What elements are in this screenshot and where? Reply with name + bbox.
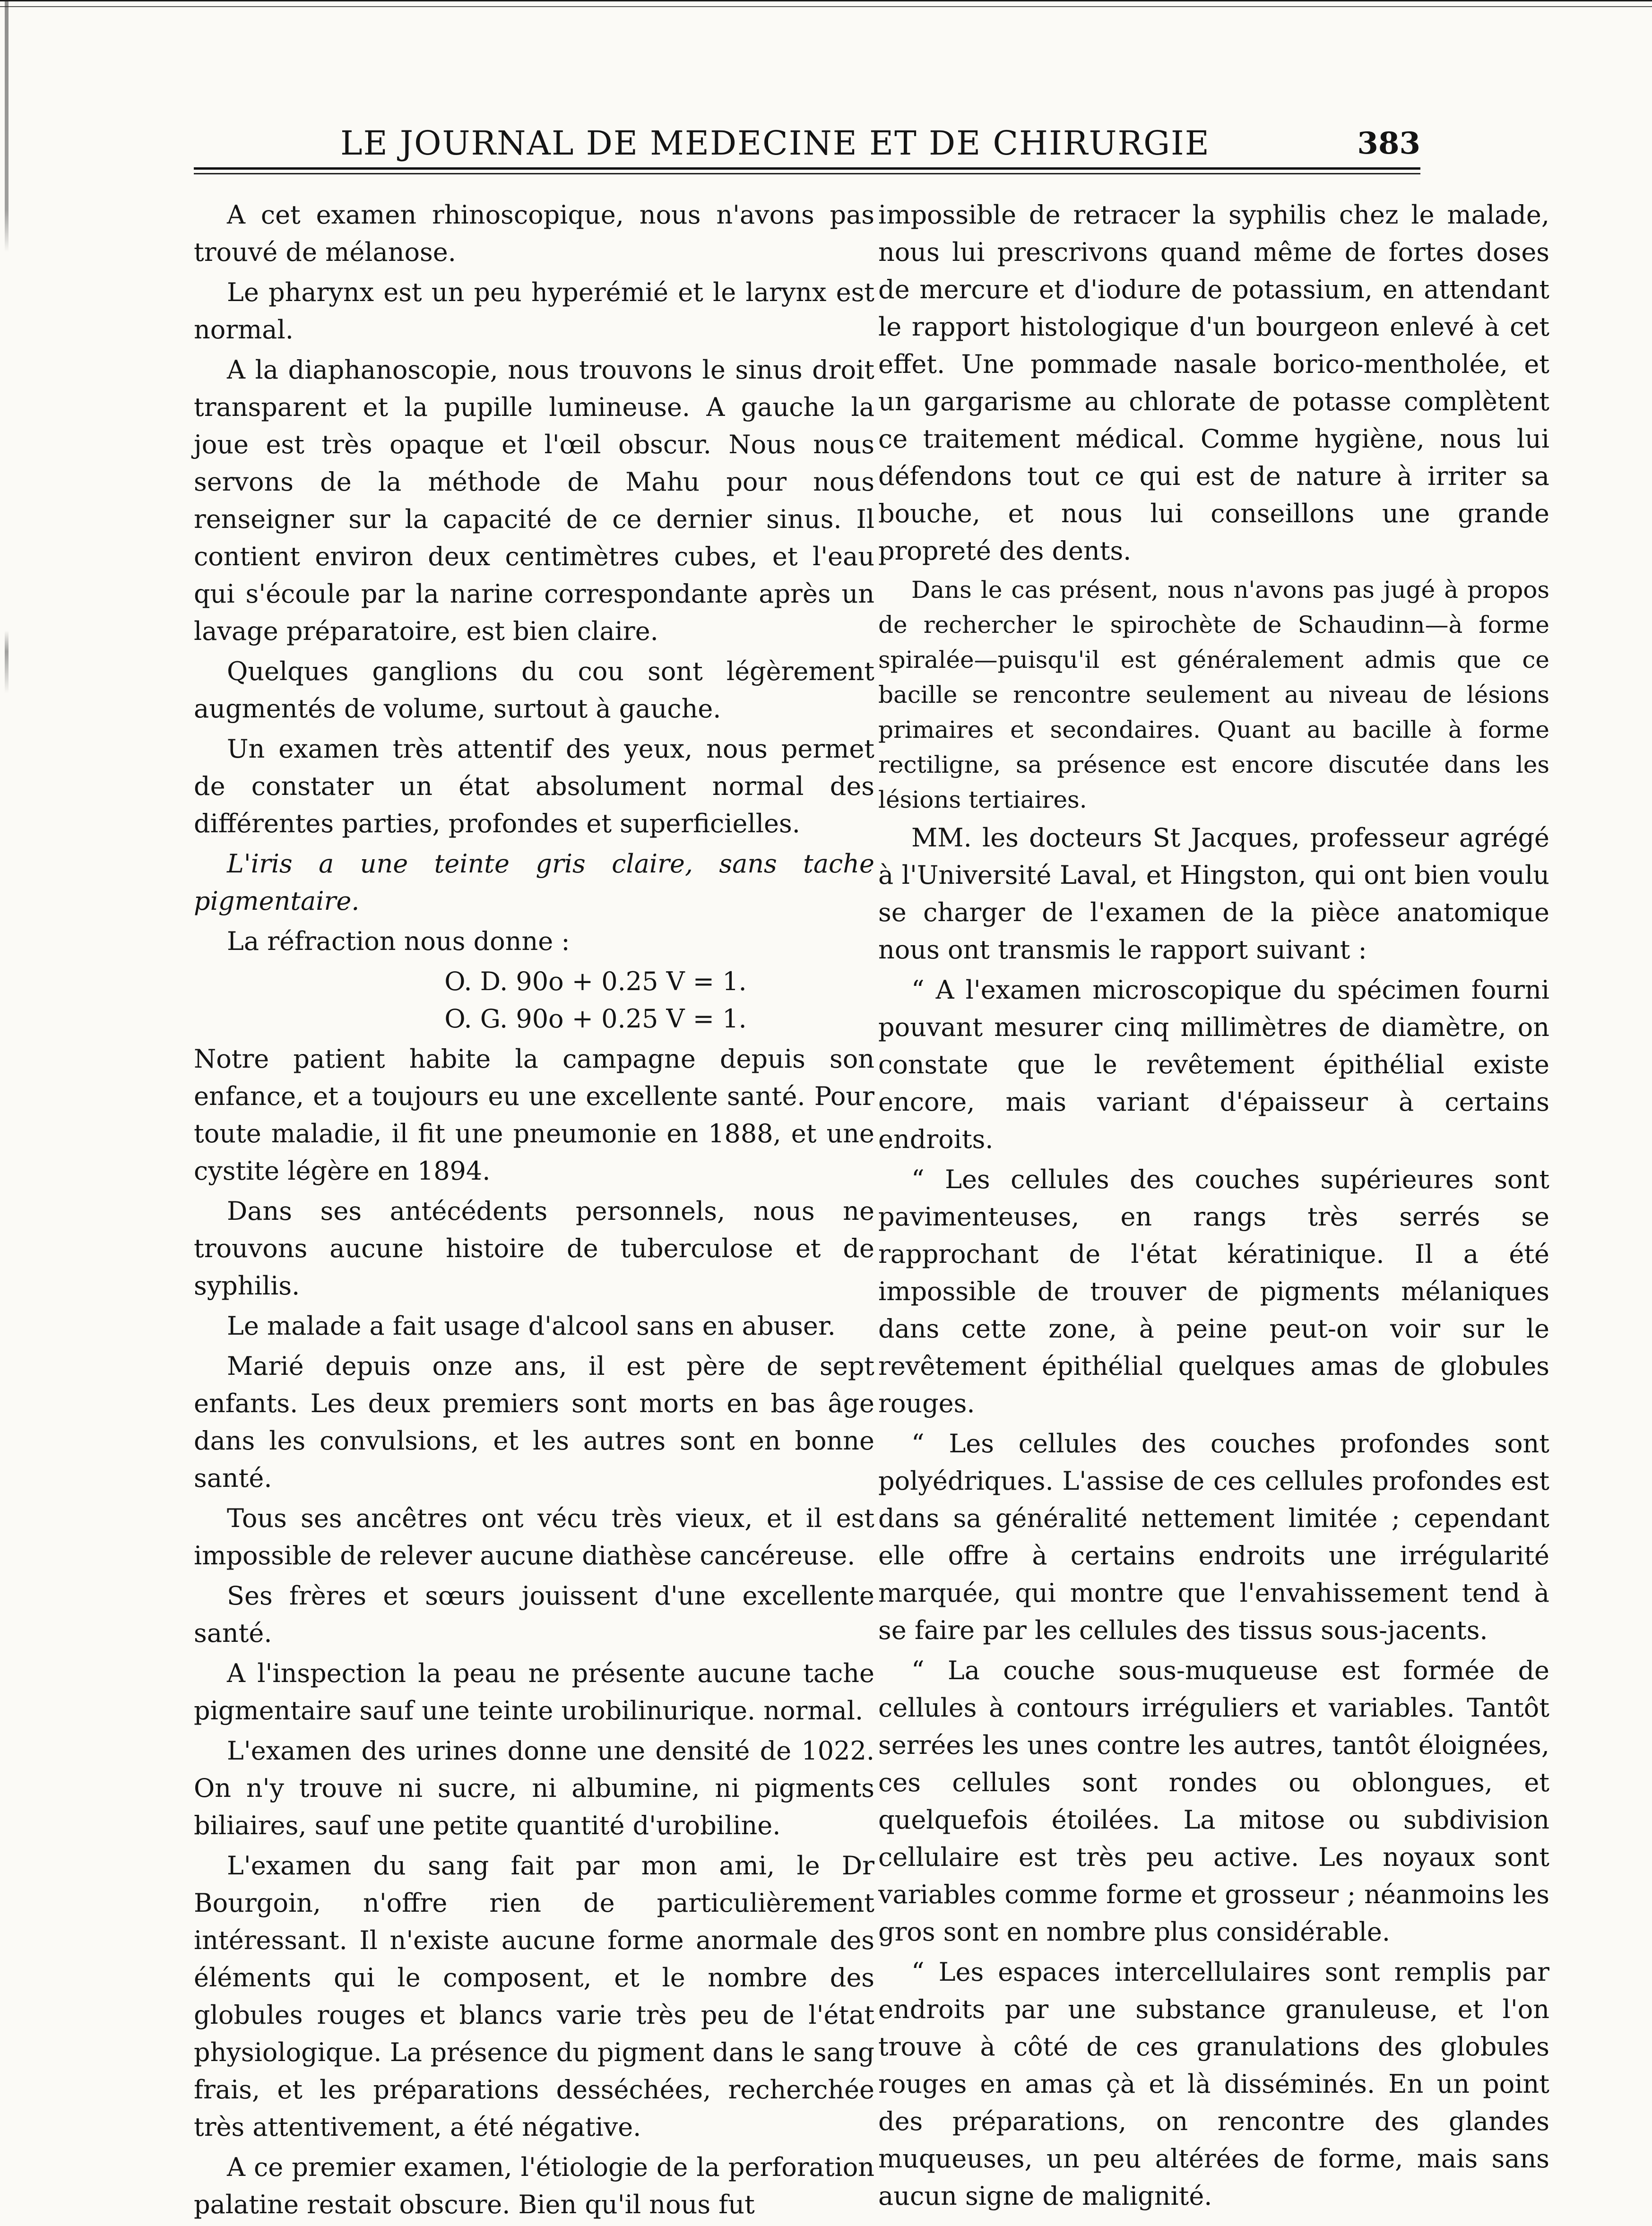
report-paragraph: “ Les cellules des couches profondes sont polyédriques. L'assise de ces cellules profondes est dans sa généralité nettement limitée ; cependant elle offre à certains endroits une irrégularité marquée, qui montre que l'envahissement tend à se faire par les cellules des tissus sous-jacents. (878, 1429, 1549, 1645)
report-paragraph: “ Les cellules des couches supérieures sont pavimenteuses, en rangs très serrés se rapprochant de l'état kératinique. Il a été impossible de trouver de pigments mélaniques dans cette zone, à peine peut-on voir sur le revêtement épithélial quelques amas de globules rouges. (878, 1165, 1549, 1418)
paragraph: La réfraction nous donne : (227, 926, 570, 956)
formula-right-eye: O. D. 90o + 0.25 V = 1. (444, 966, 747, 996)
journal-title: LE JOURNAL DE MEDECINE ET DE CHIRURGIE (340, 124, 1210, 163)
paragraph: L'examen des urines donne une densité de 1022. On n'y trouve ni sucre, ni albumine, ni pigments biliaires, sauf une petite quantité d'urobiline. (194, 1736, 874, 1840)
small-type-block (878, 572, 1549, 817)
paragraph: A cet examen rhinoscopique, nous n'avons pas trouvé de mélanose. (194, 200, 874, 267)
paragraph: L'examen du sang fait par mon ami, le Dr Bourgoin, n'offre rien de particulièrement intéressant. Il n'existe aucune forme anormale des éléments qui le composent, et le nombre des globules rouges et blancs varie très peu de l'état physiologique. La présence du pigment dans le sang frais, et les préparations desséchées, recherchée très attentivement, a été négative. (194, 1851, 874, 2142)
paragraph: Notre patient habite la campagne depuis son enfance, et a toujours eu une excellente santé. Pour toute maladie, il fit une pneumonie en 1888, et une cystite légère en 1894. (194, 1044, 874, 1186)
page-number: 383 (1357, 126, 1420, 161)
paragraph: impossible de retracer la syphilis chez le malade, nous lui prescrivons quand même de fortes doses de mercure et d'iodure de potassium, en attendant le rapport histologique d'un bourgeon enlevé à cet effet. Une pommade nasale borico-mentholée, et un gargarisme au chlorate de potasse complètent ce traitement médical. Comme hygiène, nous lui défendons tout ce qui est de nature à irriter sa bouche, et nous lui conseillons une grande propreté des dents. (878, 200, 1549, 566)
paragraph-italic: L'iris a une teinte gris claire, sans tache pigmentaire. (194, 849, 874, 916)
right-column (878, 196, 1549, 2217)
refraction-formulas (194, 963, 874, 1037)
paragraph: A l'inspection la peau ne présente aucune tache pigmentaire sauf une teinte urobilinurique. normal. (194, 1658, 874, 1726)
paragraph: MM. les docteurs St Jacques, professeur agrégé à l'Université Laval, et Hingston, qui ont bien voulu se charger de l'examen de la pièce anatomique nous ont transmis le rapport suivant : (878, 823, 1549, 965)
paragraph: Un examen très attentif des yeux, nous permet de constater un état absolument normal des différentes parties, profondes et superficielles. (194, 734, 874, 838)
paragraph: Le malade a fait usage d'alcool sans en abuser. (227, 1311, 836, 1341)
header-rule (194, 167, 1420, 170)
paragraph: A la diaphanoscopie, nous trouvons le sinus droit transparent et la pupille lumineuse. A gauche la joue est très opaque et l'œil obscur. Nous nous servons de la méthode de Mahu pour nous renseigner sur la capacité de ce dernier sinus. Il contient environ deux centimètres cubes, et l'eau qui s'écoule par la narine correspondante après un lavage préparatoire, est bien claire. (194, 355, 874, 646)
formula-left-eye: O. G. 90o + 0.25 V = 1. (444, 1004, 747, 1034)
report-paragraph: “ Les espaces intercellulaires sont remplis par endroits par une substance granuleuse, et l'on trouve à côté de ces granulations des globules rouges en amas çà et là disséminés. En un point des préparations, on rencontre des glandes muqueuses, un peu altérées de forme, mais sans aucun signe de malignité. (878, 1957, 1549, 2211)
top-border-rule (0, 0, 1652, 4)
header-rule-thin (194, 173, 1420, 174)
page-edge (5, 0, 9, 2102)
paragraph: Marié depuis onze ans, il est père de sept enfants. Les deux premiers sont morts en bas âge dans les convulsions, et les autres sont en bonne santé. (194, 1351, 874, 1493)
report-paragraph: “ A l'examen microscopique du spécimen fourni pouvant mesurer cinq millimètres de diamètre, on constate que le revêtement épithélial existe encore, mais variant d'épaisseur à certains endroits. (878, 975, 1549, 1154)
paragraph: Dans le cas présent, nous n'avons pas jugé à propos de rechercher le spirochète de Schaudinn—à forme spiralée—puisqu'il est généralement admis que ce bacille se rencontre seulement au niveau de lésions primaires et secondaires. Quant au bacille à forme rectiligne, sa présence est encore discutée dans les lésions tertiaires. (878, 576, 1549, 813)
paragraph: Ses frères et sœurs jouissent d'une excellente santé. (194, 1581, 874, 1648)
paragraph: Le pharynx est un peu hyperémié et le larynx est normal. (194, 277, 874, 345)
running-header (194, 124, 1420, 176)
left-column (194, 196, 874, 2226)
paragraph: Tous ses ancêtres ont vécu très vieux, et il est impossible de relever aucune diathèse cancéreuse. (194, 1503, 874, 1570)
paragraph: Quelques ganglions du cou sont légèrement augmentés de volume, surtout à gauche. (194, 656, 874, 724)
report-paragraph: “ La couche sous-muqueuse est formée de cellules à contours irréguliers et variables. Tantôt serrées les unes contre les autres, tantôt éloignées, ces cellules sont rondes ou oblongues, et quelquefois étoilées. La mitose ou subdivision cellulaire est très peu active. Les noyaux sont variables comme forme et grosseur ; néanmoins les gros sont en nombre plus considérable. (878, 1656, 1549, 1947)
paragraph: Dans ses antécédents personnels, nous ne trouvons aucune histoire de tuberculose et de syphilis. (194, 1196, 874, 1301)
paragraph: A ce premier examen, l'étiologie de la perforation palatine restait obscure. Bien qu'il nous fut (194, 2152, 874, 2219)
